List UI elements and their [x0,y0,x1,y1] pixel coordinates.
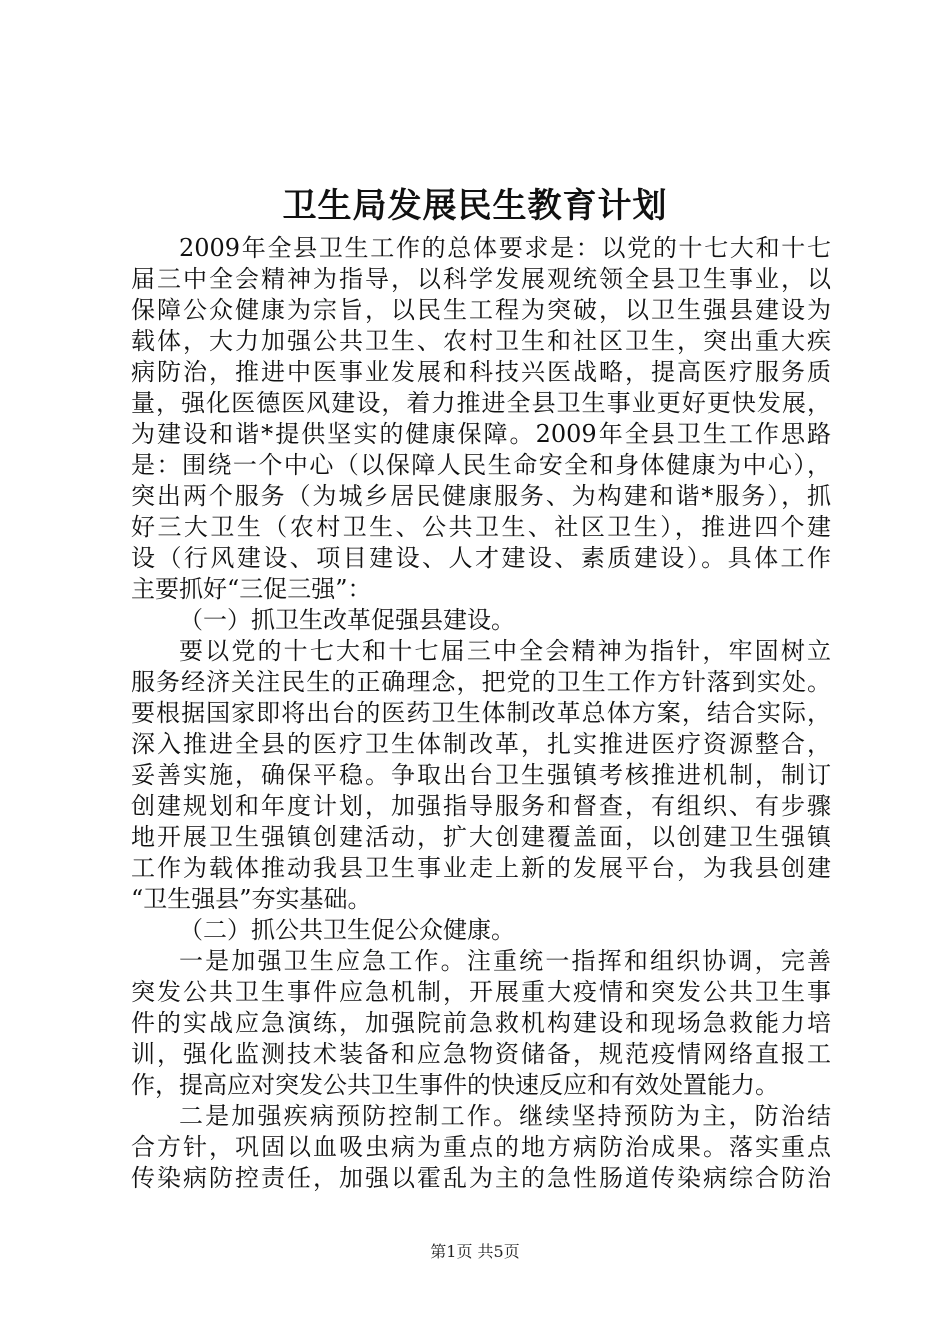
section-heading: （二）抓公共卫生促公众健康。 [179,916,515,944]
paragraph-line: 件的实战应急演练，加强院前急救机构建设和现场急救能力培 [131,1009,831,1037]
paragraph-line: 主要抓好“三促三强”： [131,575,372,603]
paragraph-line: 设（行风建设、项目建设、人才建设、素质建设）。具体工作 [131,544,831,572]
paragraph-line: 要根据国家即将出台的医药卫生体制改革总体方案，结合实际， [131,699,831,727]
paragraph-line: 妥善实施，确保平稳。争取出台卫生强镇考核推进机制，制订 [131,761,831,789]
paragraph-line: 深入推进全县的医疗卫生体制改革，扎实推进医疗资源整合， [131,730,831,758]
document-title: 卫生局发展民生教育计划 [282,186,668,226]
page-number: 第1页 共5页 [430,1242,520,1261]
paragraph-line: 作，提高应对突发公共卫生事件的快速反应和有效处置能力。 [131,1071,779,1099]
paragraph-line: 二是加强疾病预防控制工作。继续坚持预防为主，防治结 [179,1102,831,1130]
paragraph-line: 服务经济关注民生的正确理念，把党的卫生工作方针落到实处。 [131,668,831,696]
paragraph-line: 2009年全县卫生工作的总体要求是：以党的十七大和十七 [179,234,831,262]
paragraph-line: 要以党的十七大和十七届三中全会精神为指针，牢固树立 [179,637,831,665]
paragraph-line: 届三中全会精神为指导，以科学发展观统领全县卫生事业，以 [131,265,831,293]
paragraph-line: 工作为载体推动我县卫生事业走上新的发展平台，为我县创建 [131,854,831,882]
document-body [131,233,831,1194]
paragraph-line: 训，强化监测技术装备和应急物资储备，规范疫情网络直报工 [131,1040,831,1068]
paragraph-line: 病防治，推进中医事业发展和科技兴医战略，提高医疗服务质 [131,358,831,386]
paragraph-line: 为建设和谐*提供坚实的健康保障。2009年全县卫生工作思路 [131,420,831,448]
paragraph-line: 突出两个服务（为城乡居民健康服务、为构建和谐*服务），抓 [131,482,831,510]
paragraph-line: 地开展卫生强镇创建活动，扩大创建覆盖面，以创建卫生强镇 [131,823,831,851]
paragraph-line: 载体，大力加强公共卫生、农村卫生和社区卫生，突出重大疾 [131,327,831,355]
paragraph-line: 一是加强卫生应急工作。注重统一指挥和组织协调，完善 [179,947,831,975]
paragraph-line: 保障公众健康为宗旨，以民生工程为突破，以卫生强县建设为 [131,296,831,324]
paragraph-line: 突发公共卫生事件应急机制，开展重大疫情和突发公共卫生事 [131,978,831,1006]
paragraph-line: 合方针，巩固以血吸虫病为重点的地方病防治成果。落实重点 [131,1133,831,1161]
paragraph-line: “卫生强县”夯实基础。 [131,885,372,913]
paragraph-line: 创建规划和年度计划，加强指导服务和督查，有组织、有步骤 [131,792,831,820]
paragraph-line: 是：围绕一个中心（以保障人民生命安全和身体健康为中心）， [131,451,831,479]
paragraph-line: 传染病防控责任，加强以霍乱为主的急性肠道传染病综合防治 [131,1164,831,1192]
paragraph-line: 量，强化医德医风建设，着力推进全县卫生事业更好更快发展， [131,389,831,417]
section-heading: （一）抓卫生改革促强县建设。 [179,606,515,634]
paragraph-line: 好三大卫生（农村卫生、公共卫生、社区卫生），推进四个建 [131,513,831,541]
